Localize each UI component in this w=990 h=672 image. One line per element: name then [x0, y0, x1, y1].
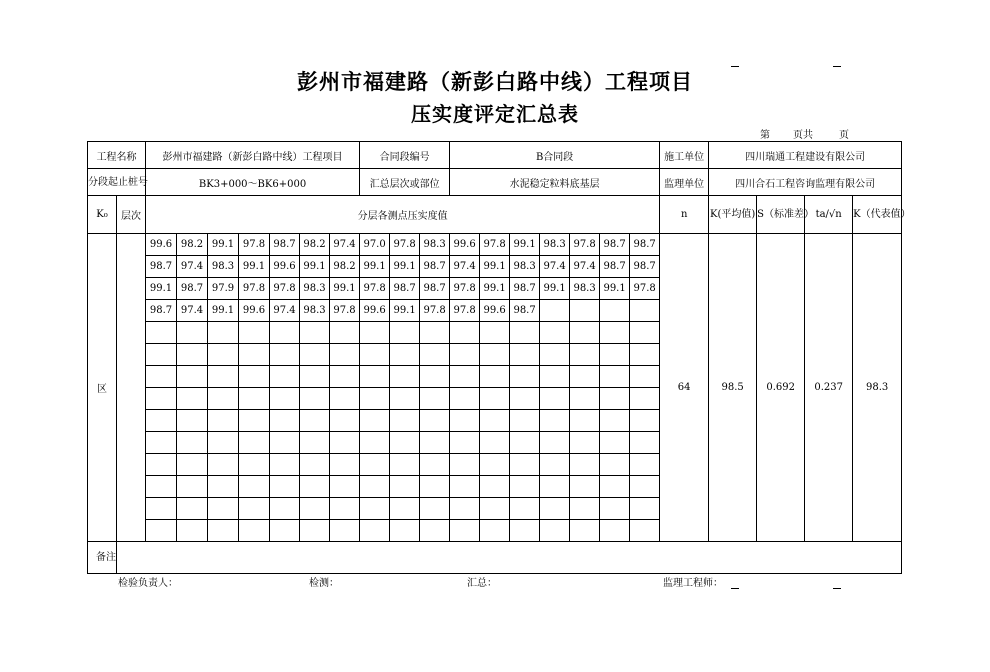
measurement-cell: [208, 498, 239, 520]
measurement-cell: 97.8: [420, 300, 450, 322]
measurement-cell: 97.4: [540, 256, 570, 278]
measurement-cell: [177, 432, 208, 454]
measurement-cell: [450, 366, 480, 388]
measurement-cell: 98.3: [510, 256, 540, 278]
measurement-cell: [420, 322, 450, 344]
measurement-cell: [360, 520, 390, 542]
measurement-cell: [390, 322, 420, 344]
measurement-cell: [146, 520, 177, 542]
measurement-cell: [630, 366, 660, 388]
page-total-label: 页共: [793, 130, 813, 141]
measurement-cell: [360, 454, 390, 476]
measurement-cell: 99.1: [300, 256, 330, 278]
result-ta-sqrt-n: 0.237: [805, 234, 853, 542]
measurement-cell: [540, 432, 570, 454]
measurement-cell: [390, 498, 420, 520]
measurement-cell: 99.1: [540, 278, 570, 300]
measurement-cell: 99.1: [360, 256, 390, 278]
measurement-cell: 98.7: [177, 278, 208, 300]
measurement-cell: [208, 476, 239, 498]
remarks-label: 备注: [88, 542, 117, 574]
measurement-cell: 99.1: [600, 278, 630, 300]
measurement-cell: [600, 300, 630, 322]
measurement-cell: [540, 454, 570, 476]
measurement-cell: [390, 366, 420, 388]
measurement-cell: 97.8: [630, 278, 660, 300]
result-k-avg: 98.5: [709, 234, 757, 542]
page-subtitle: 压实度评定汇总表: [411, 102, 579, 126]
measurement-cell: [239, 322, 270, 344]
measurement-cell: [630, 520, 660, 542]
measurement-cell: [270, 344, 300, 366]
measurement-cell: [270, 498, 300, 520]
measurement-cell: [570, 432, 600, 454]
measurement-cell: 98.7: [510, 278, 540, 300]
measurement-cell: 98.3: [570, 278, 600, 300]
measurement-cell: [360, 366, 390, 388]
measurement-cell: [570, 388, 600, 410]
measurement-cell: 97.4: [177, 256, 208, 278]
measurement-cell: [420, 410, 450, 432]
page-no-label: 第: [760, 130, 770, 141]
measurement-cell: [390, 344, 420, 366]
measurement-cell: [420, 432, 450, 454]
measurement-cell: 98.7: [420, 256, 450, 278]
measurement-cell: [146, 322, 177, 344]
measurement-cell: [146, 366, 177, 388]
measurement-cell: [360, 344, 390, 366]
measurement-cell: [570, 366, 600, 388]
k-rep-header: K（代表值）: [853, 196, 902, 234]
measurement-cell: 99.1: [480, 278, 510, 300]
measurement-cell: [480, 520, 510, 542]
measurement-cell: 98.3: [300, 278, 330, 300]
measurement-cell: 98.3: [420, 234, 450, 256]
measurement-cell: 97.8: [270, 278, 300, 300]
measurement-cell: [270, 520, 300, 542]
measurement-cell: [239, 366, 270, 388]
measurement-cell: [510, 498, 540, 520]
measurement-cell: [600, 366, 630, 388]
measurement-cell: [510, 432, 540, 454]
measurement-cell: [540, 410, 570, 432]
measurement-cell: [450, 410, 480, 432]
measurement-cell: [480, 366, 510, 388]
result-n: 64: [660, 234, 709, 542]
measurement-cell: [390, 454, 420, 476]
construction-unit-label: 施工单位: [660, 142, 709, 169]
measurement-cell: [239, 498, 270, 520]
measurement-cell: [239, 432, 270, 454]
measurement-cell: [600, 520, 630, 542]
measurement-cell: [146, 388, 177, 410]
measurement-cell: [630, 454, 660, 476]
measurement-cell: 97.8: [330, 300, 360, 322]
measurement-cell: [630, 322, 660, 344]
measurement-cell: 99.6: [480, 300, 510, 322]
measurement-cell: [510, 344, 540, 366]
measurement-cell: 98.7: [630, 256, 660, 278]
measurement-cell: [600, 344, 630, 366]
measurement-cell: 97.8: [450, 278, 480, 300]
measurement-cell: [360, 498, 390, 520]
measurement-cell: [270, 476, 300, 498]
measurement-cell: [270, 410, 300, 432]
layer-cell: [117, 234, 146, 542]
measurement-cell: [390, 520, 420, 542]
measurement-cell: [146, 432, 177, 454]
measurement-cell: [330, 520, 360, 542]
measurement-cell: [239, 520, 270, 542]
measurement-cell: [420, 520, 450, 542]
measurement-cell: [630, 388, 660, 410]
measurement-cell: [300, 476, 330, 498]
measurement-cell: [420, 454, 450, 476]
measurement-cell: [510, 388, 540, 410]
footer-summary: 汇总：: [467, 578, 497, 589]
measurement-cell: [360, 432, 390, 454]
measurement-cell: [330, 388, 360, 410]
measurement-cell: 97.8: [239, 234, 270, 256]
measurement-cell: [510, 454, 540, 476]
measurement-cell: [570, 300, 600, 322]
measurement-cell: [600, 322, 630, 344]
measurement-cell: 99.1: [146, 278, 177, 300]
measurement-cell: [330, 322, 360, 344]
measurement-cell: 97.8: [450, 300, 480, 322]
measurement-cell: [480, 322, 510, 344]
measurement-cell: [300, 344, 330, 366]
measurement-cell: [390, 410, 420, 432]
measurement-cell: 97.4: [177, 300, 208, 322]
measurement-cell: [360, 410, 390, 432]
construction-unit-value: 四川瑞通工程建设有限公司: [709, 142, 902, 169]
measurement-cell: [540, 476, 570, 498]
measurement-cell: 97.8: [360, 278, 390, 300]
measurement-cell: 97.4: [270, 300, 300, 322]
measurement-cell: [420, 388, 450, 410]
measurement-cell: [330, 432, 360, 454]
measurement-cell: 97.4: [330, 234, 360, 256]
measurement-cell: 98.3: [540, 234, 570, 256]
measurement-cell: 99.6: [239, 300, 270, 322]
measurement-cell: 98.7: [420, 278, 450, 300]
measurement-cell: [300, 498, 330, 520]
measurement-cell: [630, 300, 660, 322]
measurement-cell: 97.9: [208, 278, 239, 300]
measurement-cell: [330, 476, 360, 498]
measurement-cell: [510, 476, 540, 498]
measurement-cell: [270, 322, 300, 344]
measurement-cell: 98.7: [630, 234, 660, 256]
project-name-value: 彭州市福建路（新彭白路中线）工程项目: [146, 142, 360, 169]
measurement-cell: 99.1: [239, 256, 270, 278]
measurement-cell: [570, 476, 600, 498]
measurement-cell: [630, 498, 660, 520]
measurement-cell: [360, 388, 390, 410]
measurement-cell: [177, 476, 208, 498]
remarks-value: [117, 542, 902, 574]
measurement-cell: [570, 344, 600, 366]
measurement-cell: 97.4: [450, 256, 480, 278]
measurement-cell: [239, 410, 270, 432]
table-row: [88, 234, 902, 256]
measurement-cell: [208, 322, 239, 344]
measurement-cell: [239, 476, 270, 498]
measurement-cell: [540, 344, 570, 366]
measurement-cell: [450, 476, 480, 498]
measurement-cell: [450, 454, 480, 476]
measurement-cell: [540, 366, 570, 388]
s-std-header: S（标准差）: [757, 196, 805, 234]
footer-inspector: 检验负责人：: [118, 578, 178, 589]
measurement-cell: [208, 432, 239, 454]
supervision-unit-value: 四川合石工程咨询监理有限公司: [709, 169, 902, 196]
measurement-cell: [390, 432, 420, 454]
measurement-cell: [450, 388, 480, 410]
footer-supervisor: 监理工程师：: [663, 578, 723, 589]
k0-header: K₀: [88, 196, 117, 234]
measurement-cell: [540, 300, 570, 322]
project-name-label: 工程名称: [88, 142, 146, 169]
measurement-cell: [600, 410, 630, 432]
measurement-cell: [208, 454, 239, 476]
measurement-cell: [600, 498, 630, 520]
measurement-cell: [390, 388, 420, 410]
measurement-cell: 98.3: [208, 256, 239, 278]
measurement-cell: [330, 454, 360, 476]
measurement-cell: 98.2: [330, 256, 360, 278]
measurement-cell: [177, 322, 208, 344]
page-suffix-label: 页: [839, 130, 849, 141]
measurement-cell: [239, 388, 270, 410]
measurement-cell: [600, 388, 630, 410]
measurement-cell: [208, 366, 239, 388]
measurement-cell: [420, 344, 450, 366]
measurement-cell: 98.7: [146, 300, 177, 322]
page-title: 彭州市福建路（新彭白路中线）工程项目: [297, 69, 693, 94]
corner-mark: [833, 588, 841, 589]
measurement-cell: [270, 366, 300, 388]
measurement-cell: [480, 454, 510, 476]
measurement-cell: [270, 432, 300, 454]
measurement-cell: [300, 322, 330, 344]
measurement-cell: [480, 476, 510, 498]
measurement-cell: [540, 388, 570, 410]
measurement-cell: [177, 366, 208, 388]
measurement-cell: 98.7: [510, 300, 540, 322]
measurement-cell: [300, 432, 330, 454]
measurement-cell: [239, 454, 270, 476]
measurement-cell: [330, 344, 360, 366]
measurement-cell: 98.7: [600, 256, 630, 278]
footer-testing: 检测：: [309, 578, 339, 589]
measurement-cell: [450, 344, 480, 366]
measurement-cell: [177, 520, 208, 542]
measurement-cell: 97.0: [360, 234, 390, 256]
measurement-cell: 99.6: [360, 300, 390, 322]
ta-sqrt-n-header: ta/√n: [805, 196, 853, 234]
measurement-cell: [570, 454, 600, 476]
measurement-cell: [300, 388, 330, 410]
zone-label: 区: [88, 234, 117, 542]
measurement-cell: [630, 410, 660, 432]
measurement-cell: [540, 498, 570, 520]
measurement-cell: [570, 520, 600, 542]
measurement-cell: [420, 498, 450, 520]
measurement-cell: [177, 388, 208, 410]
measurement-cell: [480, 344, 510, 366]
result-k-rep: 98.3: [853, 234, 902, 542]
measurement-cell: [177, 344, 208, 366]
measurement-cell: [510, 366, 540, 388]
measurement-cell: [570, 498, 600, 520]
measurement-cell: [570, 410, 600, 432]
measurement-cell: [330, 498, 360, 520]
corner-mark: [731, 588, 739, 589]
measurement-cell: [146, 476, 177, 498]
measurement-cell: 97.8: [239, 278, 270, 300]
measurement-cell: [630, 432, 660, 454]
measurement-cell: 97.4: [570, 256, 600, 278]
measurement-cell: 99.6: [146, 234, 177, 256]
measurement-cell: 99.6: [270, 256, 300, 278]
measurement-cell: 97.8: [480, 234, 510, 256]
measurement-cell: 99.6: [450, 234, 480, 256]
measurement-cell: [208, 410, 239, 432]
values-header: 分层各测点压实度值: [146, 196, 660, 234]
measurement-cell: 99.1: [390, 300, 420, 322]
k-avg-header: K(平均值): [709, 196, 757, 234]
measurement-cell: [208, 520, 239, 542]
segment-label: 分段起止桩号: [88, 169, 146, 196]
measurement-cell: [146, 344, 177, 366]
measurement-cell: 99.1: [208, 300, 239, 322]
measurement-cell: 98.7: [270, 234, 300, 256]
measurement-cell: [208, 344, 239, 366]
measurement-cell: [420, 476, 450, 498]
measurement-cell: [480, 498, 510, 520]
measurement-cell: [270, 388, 300, 410]
measurement-cell: 98.7: [390, 278, 420, 300]
measurement-cell: [450, 432, 480, 454]
measurement-cell: 98.2: [300, 234, 330, 256]
measurement-cell: 98.3: [300, 300, 330, 322]
measurement-cell: [177, 498, 208, 520]
measurement-cell: [360, 322, 390, 344]
measurement-cell: [600, 454, 630, 476]
layer-part-value: 水泥稳定粒料底基层: [450, 169, 660, 196]
measurement-cell: 97.8: [570, 234, 600, 256]
measurement-cell: [146, 410, 177, 432]
compaction-summary-table: [87, 141, 911, 574]
measurement-cell: [300, 454, 330, 476]
measurement-cell: 98.7: [146, 256, 177, 278]
measurement-cell: 97.8: [390, 234, 420, 256]
measurement-cell: 99.1: [390, 256, 420, 278]
measurement-cell: [300, 410, 330, 432]
measurement-cell: 99.1: [510, 234, 540, 256]
measurement-cell: [420, 366, 450, 388]
measurement-cell: [510, 520, 540, 542]
measurement-cell: [177, 454, 208, 476]
measurement-cell: [540, 520, 570, 542]
contract-no-value: B合同段: [450, 142, 660, 169]
measurement-cell: [239, 344, 270, 366]
measurement-cell: [300, 366, 330, 388]
measurement-cell: [177, 410, 208, 432]
n-header: n: [660, 196, 709, 234]
measurement-cell: [510, 410, 540, 432]
result-s-std: 0.692: [757, 234, 805, 542]
segment-value: BK3+000～BK6+000: [146, 169, 360, 196]
measurement-cell: [570, 322, 600, 344]
measurement-cell: [300, 520, 330, 542]
measurement-cell: [146, 454, 177, 476]
measurement-cell: 98.2: [177, 234, 208, 256]
measurement-cell: [450, 322, 480, 344]
measurement-cell: [630, 344, 660, 366]
measurement-cell: [540, 322, 570, 344]
measurement-cell: 99.1: [480, 256, 510, 278]
layer-header: 层次: [117, 196, 146, 234]
measurement-cell: [208, 388, 239, 410]
measurement-cell: [146, 498, 177, 520]
measurement-cell: [600, 432, 630, 454]
measurement-cell: [480, 432, 510, 454]
measurement-cell: 98.7: [600, 234, 630, 256]
measurement-cell: [330, 366, 360, 388]
measurement-cell: [450, 520, 480, 542]
measurement-cell: [270, 454, 300, 476]
measurement-cell: [510, 322, 540, 344]
measurement-cell: [600, 476, 630, 498]
measurement-cell: [360, 476, 390, 498]
layer-part-label: 汇总层次或部位: [360, 169, 450, 196]
measurement-cell: [390, 476, 420, 498]
measurement-cell: [480, 388, 510, 410]
measurement-cell: 99.1: [330, 278, 360, 300]
supervision-unit-label: 监理单位: [660, 169, 709, 196]
measurement-cell: [330, 410, 360, 432]
measurement-cell: [450, 498, 480, 520]
measurement-cell: 99.1: [208, 234, 239, 256]
measurement-cell: [480, 410, 510, 432]
measurement-cell: [630, 476, 660, 498]
contract-no-label: 合同段编号: [360, 142, 450, 169]
